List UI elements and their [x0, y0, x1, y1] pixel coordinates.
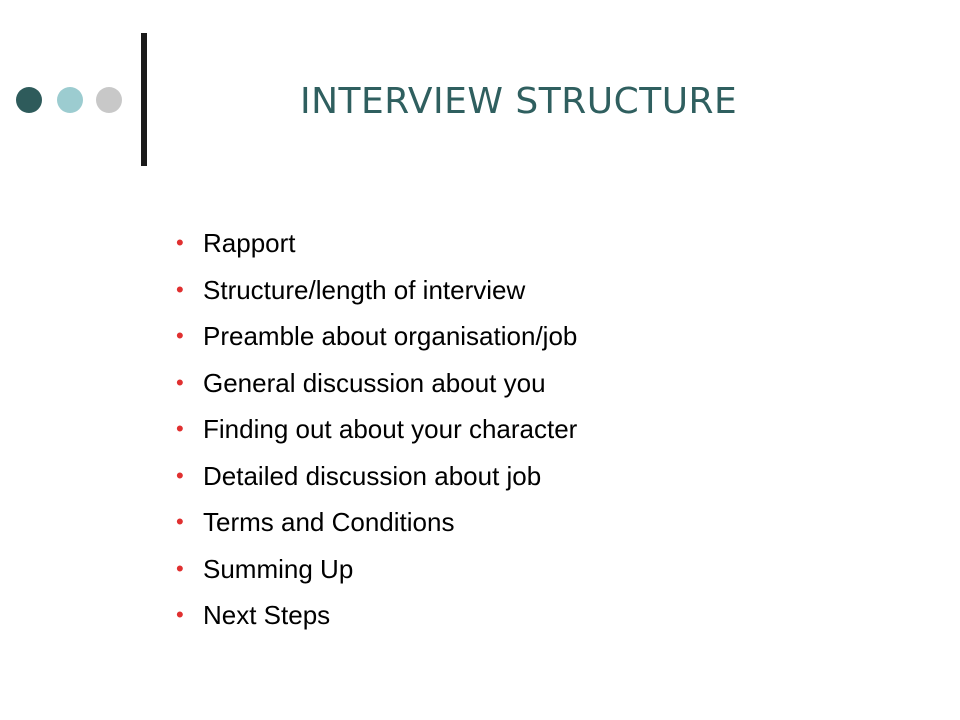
- bullet-text: General discussion about you: [203, 367, 546, 398]
- bullet-icon: •: [176, 555, 184, 581]
- bullet-text: Rapport: [203, 228, 296, 258]
- bullet-icon: •: [176, 230, 184, 255]
- list-item: [176, 546, 577, 593]
- bullet-icon: •: [176, 462, 184, 488]
- bullet-text: Terms and Conditions: [203, 507, 455, 537]
- bullet-list: [176, 220, 577, 639]
- bullet-icon: •: [176, 416, 184, 441]
- bullet-text: Summing Up: [203, 553, 354, 584]
- bullet-icon: •: [176, 276, 184, 302]
- list-item: [176, 406, 577, 453]
- bullet-text: Structure/length of interview: [203, 274, 526, 305]
- bullet-text: Finding out about your character: [203, 414, 578, 444]
- list-item: [176, 360, 577, 407]
- list-item: [176, 220, 577, 267]
- list-item: [176, 453, 577, 500]
- bullet-icon: •: [176, 509, 184, 534]
- bullet-text: Preamble about organisation/job: [203, 321, 578, 351]
- bullet-text: Detailed discussion about job: [203, 460, 542, 491]
- dark-dot-icon: [16, 87, 42, 113]
- slide-title: INTERVIEW STRUCTURE: [300, 81, 738, 122]
- list-item: [176, 499, 577, 546]
- list-item: [176, 313, 577, 360]
- bullet-icon: •: [176, 323, 184, 348]
- bullet-icon: •: [176, 369, 184, 395]
- bullet-text: Next Steps: [203, 600, 331, 630]
- decorative-dots: [0, 0, 160, 180]
- vertical-divider: [141, 33, 147, 166]
- teal-dot-icon: [57, 87, 83, 113]
- bullet-icon: •: [176, 602, 184, 627]
- list-item: [176, 592, 577, 639]
- gray-dot-icon: [96, 87, 122, 113]
- list-item: [176, 267, 577, 314]
